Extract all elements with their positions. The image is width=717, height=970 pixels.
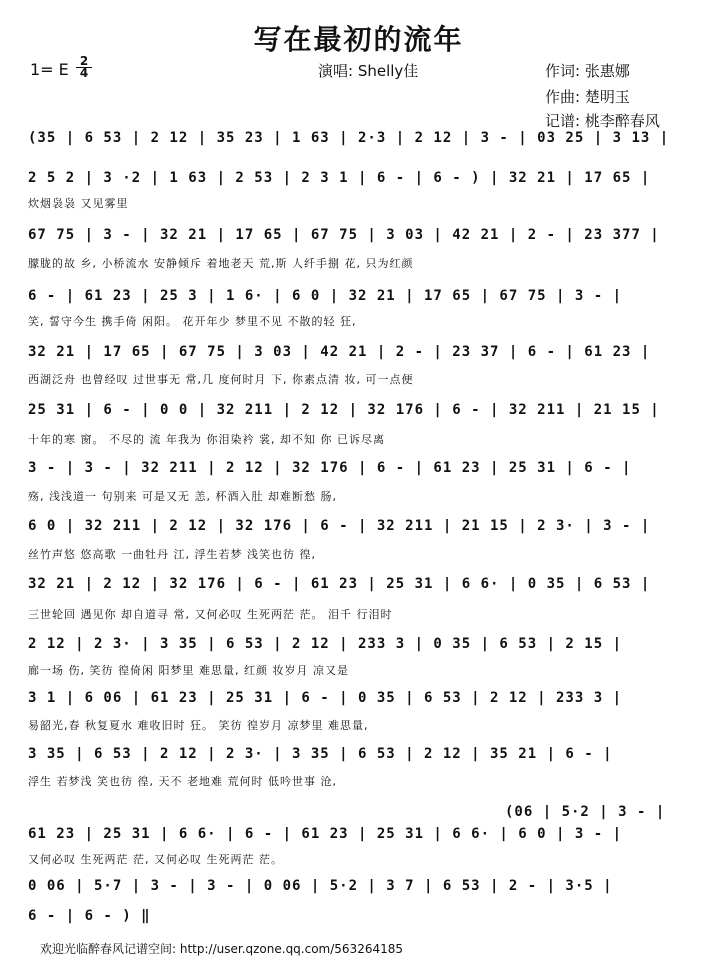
score-row-notes: 2 12 | 2 3· | 3 35 | 6 53 | 2 12 | 233 3 | 0 35 | 6 53 | 2 15 | <box>28 636 623 652</box>
score-row-notes: (06 | 5·2 | 3 - | <box>505 804 666 820</box>
time-signature-top: 2 <box>76 56 92 68</box>
score-row-notes: (35 | 6 53 | 2 12 | 35 23 | 1 63 | 2·3 | 2 12 | 3 - | 03 25 | 3 13 | <box>28 130 670 146</box>
score-row-notes: 3 1 | 6 06 | 61 23 | 25 31 | 6 - | 0 35 | 6 53 | 2 12 | 233 3 | <box>28 690 623 706</box>
score-row-lyrics: 十年的寒 窗。 不尽的 流 年我为 你泪染衿 裳, 却不知 你 已诉尽离 <box>28 433 385 446</box>
score-row-notes: 3 35 | 6 53 | 2 12 | 2 3· | 3 35 | 6 53 | 2 12 | 35 21 | 6 - | <box>28 746 613 762</box>
score-row-notes: 6 - | 61 23 | 25 3 | 1 6· | 6 0 | 32 21 | 17 65 | 67 75 | 3 - | <box>28 288 623 304</box>
score-row-notes: 6 - | 6 - ) ‖ <box>28 908 151 924</box>
score-row-notes: 3 - | 3 - | 32 211 | 2 12 | 32 176 | 6 - | 61 23 | 25 31 | 6 - | <box>28 460 632 476</box>
transcriber-credit: 记谱: 桃李醉春风 <box>545 112 660 130</box>
score-row-lyrics: 殇, 浅浅道一 句别来 可是又无 恙, 杯酒入肚 却难断愁 肠, <box>28 490 337 503</box>
score-row-lyrics: 又何必叹 生死两茫 茫, 又何必叹 生死两茫 茫。 <box>28 853 283 866</box>
time-signature <box>76 56 92 79</box>
score-row-notes: 6 0 | 32 211 | 2 12 | 32 176 | 6 - | 32 211 | 21 15 | 2 3· | 3 - | <box>28 518 651 534</box>
score-row-lyrics: 丝竹声悠 悠高歌 一曲牡丹 江, 浮生若梦 浅笑也彷 徨, <box>28 548 316 561</box>
singer-credit: 演唱: Shelly佳 <box>318 62 419 80</box>
composer-credit: 作曲: 楚明玉 <box>545 88 630 106</box>
score-row-notes: 25 31 | 6 - | 0 0 | 32 211 | 2 12 | 32 176 | 6 - | 32 211 | 21 15 | <box>28 402 660 418</box>
footer-note: 欢迎光临醉春风记谱空间: http://user.qzone.qq.com/563264185 <box>40 942 404 956</box>
score-row-lyrics: 西湖泛舟 也曾经叹 过世事无 常,几 度何时月 下, 你素点清 妆, 可一点便 <box>28 373 414 386</box>
score-row-lyrics: 易韶光,春 秋复夏水 难收旧时 狂。 笑彷 徨岁月 凉梦里 难思量, <box>28 719 369 732</box>
lyricist-credit: 作词: 张惠娜 <box>545 62 630 80</box>
score-row-lyrics: 浮生 若梦浅 笑也彷 徨, 天不 老地难 荒何时 低吟世事 沧, <box>28 775 337 788</box>
score-row-notes: 61 23 | 25 31 | 6 6· | 6 - | 61 23 | 25 31 | 6 6· | 6 0 | 3 - | <box>28 826 623 842</box>
score-row-notes: 32 21 | 2 12 | 32 176 | 6 - | 61 23 | 25 31 | 6 6· | 0 35 | 6 53 | <box>28 576 651 592</box>
time-signature-bottom: 4 <box>79 66 89 80</box>
score-row-lyrics: 炊烟袅袅 又见雾里 <box>28 197 129 210</box>
score-row-lyrics: 朦胧的故 乡, 小桥流水 安静倾斥 着地老天 荒,斯 人纤手捌 花, 只为红颜 <box>28 257 414 270</box>
score-row-notes: 67 75 | 3 - | 32 21 | 17 65 | 67 75 | 3 03 | 42 21 | 2 - | 23 377 | <box>28 227 660 243</box>
score-row-notes: 0 06 | 5·7 | 3 - | 3 - | 0 06 | 5·2 | 3 7 | 6 53 | 2 - | 3·5 | <box>28 878 613 894</box>
score-row-lyrics: 笑, 誓守今生 携手倚 闲阳。 花开年少 梦里不见 不散的轻 狂, <box>28 315 357 328</box>
score-row-notes: 32 21 | 17 65 | 67 75 | 3 03 | 42 21 | 2 - | 23 37 | 6 - | 61 23 | <box>28 344 651 360</box>
song-title: 写在最初的流年 <box>253 23 464 56</box>
score-row-lyrics: 廊一场 伤, 笑彷 徨倚闲 阳梦里 难思量, 红颜 妆岁月 凉又是 <box>28 664 349 677</box>
score-row-lyrics: 三世轮回 遇见你 却自道寻 常, 又何必叹 生死两茫 茫。 泪千 行泪时 <box>28 608 393 621</box>
key-signature: 1= E <box>30 60 69 79</box>
score-row-notes: 2 5 2 | 3 ·2 | 1 63 | 2 53 | 2 3 1 | 6 - | 6 - ) | 32 21 | 17 65 | <box>28 170 651 186</box>
